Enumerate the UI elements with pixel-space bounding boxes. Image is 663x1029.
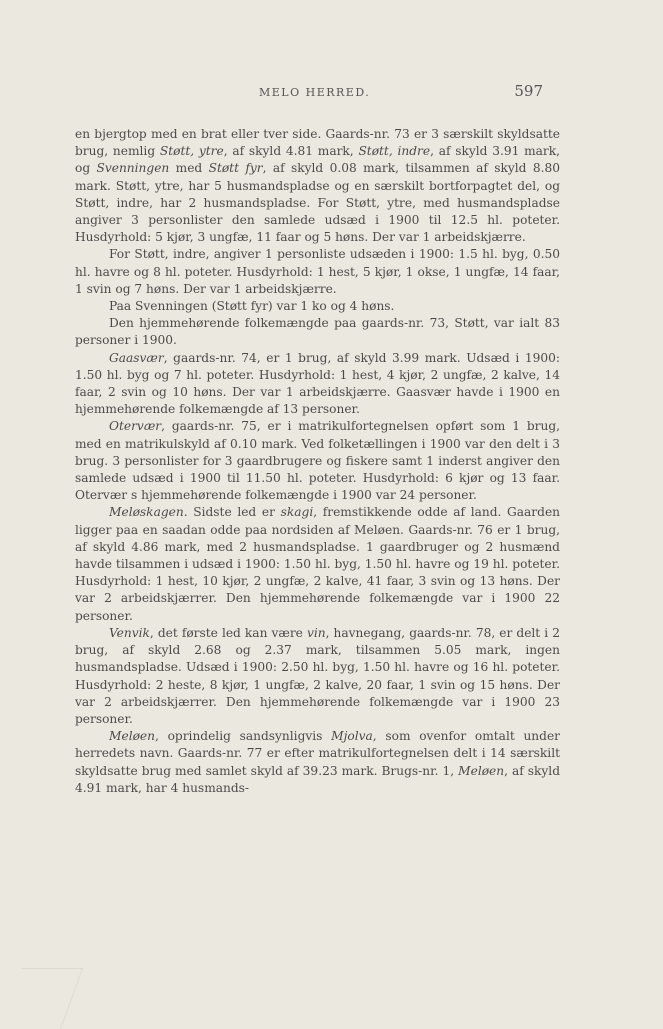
paragraph bbox=[75, 126, 560, 246]
running-head: MELO HERRED. bbox=[259, 86, 371, 99]
text-run: , af skyld 3.91 mark, og bbox=[75, 144, 561, 176]
text-run: Paa Svenningen (Støtt fyr) var 1 ko og 4 høns. bbox=[109, 299, 395, 314]
italic-term: Mjolva bbox=[331, 729, 373, 744]
italic-term: Otervær bbox=[109, 419, 162, 434]
text-run: , oprindelig sandsynligvis bbox=[155, 729, 332, 744]
italic-term: Meløen bbox=[458, 763, 505, 778]
text-run: med bbox=[169, 161, 209, 176]
paragraph bbox=[75, 504, 560, 624]
italic-term: skagi bbox=[280, 505, 314, 520]
italic-term: Støtt, ytre bbox=[159, 144, 224, 159]
text-run: , det første led kan være bbox=[149, 625, 307, 640]
paragraph bbox=[75, 298, 560, 315]
italic-term: vin bbox=[306, 625, 326, 640]
italic-term: Meløen bbox=[109, 729, 155, 744]
text-run: , fremstikkende odde af land. Gaarden ligger paa en saadan odde paa nordsiden af Meløen. Gaards-nr. 76 er 1 brug, af skyld 4.86 mark, med 2 husmandspladse. 1 gaardbruger og 2 husmænd havde tilsammen i udsæd i 1900: 1.50 hl. byg, 1.50 hl. havre og 19 hl. poteter. Husdyrhold: 1 hest, 10 kjør, 2 ungfæ, 2 kalve, 41 faar, 3 svin og 13 høns. Der var 2 arbeidskjærrer. Den hjemmehørende folkemængde var i 1900 22 personer. bbox=[75, 505, 560, 623]
italic-term: Støtt fyr bbox=[208, 161, 263, 176]
text-run: , gaards-nr. 74, er 1 brug, af skyld 3.99 mark. Udsæd i 1900: 1.50 hl. byg og 7 hl. poteter. Husdyrhold: 1 hest, 4 kjør, 2 ungfæ, 2 kalve, 14 faar, 2 svin og 10 høns. Der var 1 arbeidskjærre. Gaasvær havde i 1900 en hjemmehørende folkemængde af 13 personer. bbox=[75, 350, 560, 417]
paragraph bbox=[75, 246, 560, 298]
italic-term: Svenningen bbox=[96, 161, 170, 176]
text-run: , af skyld 4.81 mark, bbox=[223, 144, 359, 159]
text-run: Den hjemmehørende folkemængde paa gaards-nr. 73, Støtt, var ialt 83 personer i 1900. bbox=[75, 316, 560, 348]
text-run: en bjergtop med en brat eller tver side. Gaards-nr. 73 er 3 særskilt skyldsatte brug, nemlig bbox=[75, 127, 560, 159]
text-run: , havnegang, gaards-nr. 78, er delt i 2 brug, af skyld 2.68 og 2.37 mark, tilsammen 5.05 mark, ingen husmandspladse. Udsæd i 1900: 2.50 hl. byg, 1.50 hl. havre og 16 hl. poteter. Husdyrhold: 2 heste, 8 kjør, 1 ungfæ, 2 kalve, 20 faar, 1 svin og 15 høns. Der var 2 arbeidskjærrer. Den hjemmehørende folkemængde var i 1900 23 personer. bbox=[75, 625, 560, 726]
paragraph bbox=[75, 728, 560, 797]
paragraph bbox=[75, 625, 560, 728]
paragraph bbox=[75, 350, 560, 419]
text-run: , af skyld 0.08 mark, tilsammen af skyld 8.80 mark. Støtt, ytre, har 5 husmandspladse og en særskilt bortforpagtet del, og Støtt, indre, har 2 husmandspladse. For Støtt, ytre, med husmandspladse angiver 3 personlister den samlede udsæd i 1900 til 12.5 hl. poteter. Husdyrhold: 5 kjør, 3 ungfæ, 11 faar og 5 høns. Der var 1 arbeidskjærre. bbox=[75, 161, 560, 245]
text-run: , gaards-nr. 75, er i matrikulfortegnelsen opført som 1 brug, med en matrikulskyld af 0.10 mark. Ved folketællingen i 1900 var den delt i 3 brug. 3 personlister for 3 gaardbrugere og fiskere samt 1 inderst angiver den samlede udsæd i 1900 til 11.50 hl. poteter. Husdyrhold: 6 kjør og 13 faar. Otervær s hjemmehørende folkemængde i 1900 var 24 personer. bbox=[75, 419, 560, 503]
text-run: For Støtt, indre, angiver 1 personliste udsæden i 1900: 1.5 hl. byg, 0.50 hl. havre og 8 hl. poteter. Husdyrhold: 1 hest, 5 kjør, 1 okse, 1 ungfæ, 14 faar, 1 svin og 7 høns. Der var 1 arbeidskjærre. bbox=[75, 247, 560, 296]
italic-term: Venvik bbox=[109, 625, 150, 640]
text-run: , som ovenfor omtalt under herredets navn. Gaards-nr. 77 er efter matrikulfortegnelsen delt i 14 særskilt skyldsatte brug med samlet skyld af 39.23 mark. Brugs-nr. 1, bbox=[75, 729, 560, 778]
page-corner-mark bbox=[0, 968, 83, 1029]
italic-term: Gaasvær bbox=[109, 350, 164, 365]
body-text bbox=[75, 126, 560, 797]
page-number: 597 bbox=[514, 82, 543, 100]
italic-term: Støtt, indre bbox=[358, 144, 431, 159]
paragraph bbox=[75, 315, 560, 349]
text-run: . Sidste led er bbox=[183, 505, 281, 520]
paragraph bbox=[75, 418, 560, 504]
italic-term: Meløskagen bbox=[109, 505, 184, 520]
text-run: , af skyld 4.91 mark, har 4 husmands- bbox=[75, 763, 560, 795]
